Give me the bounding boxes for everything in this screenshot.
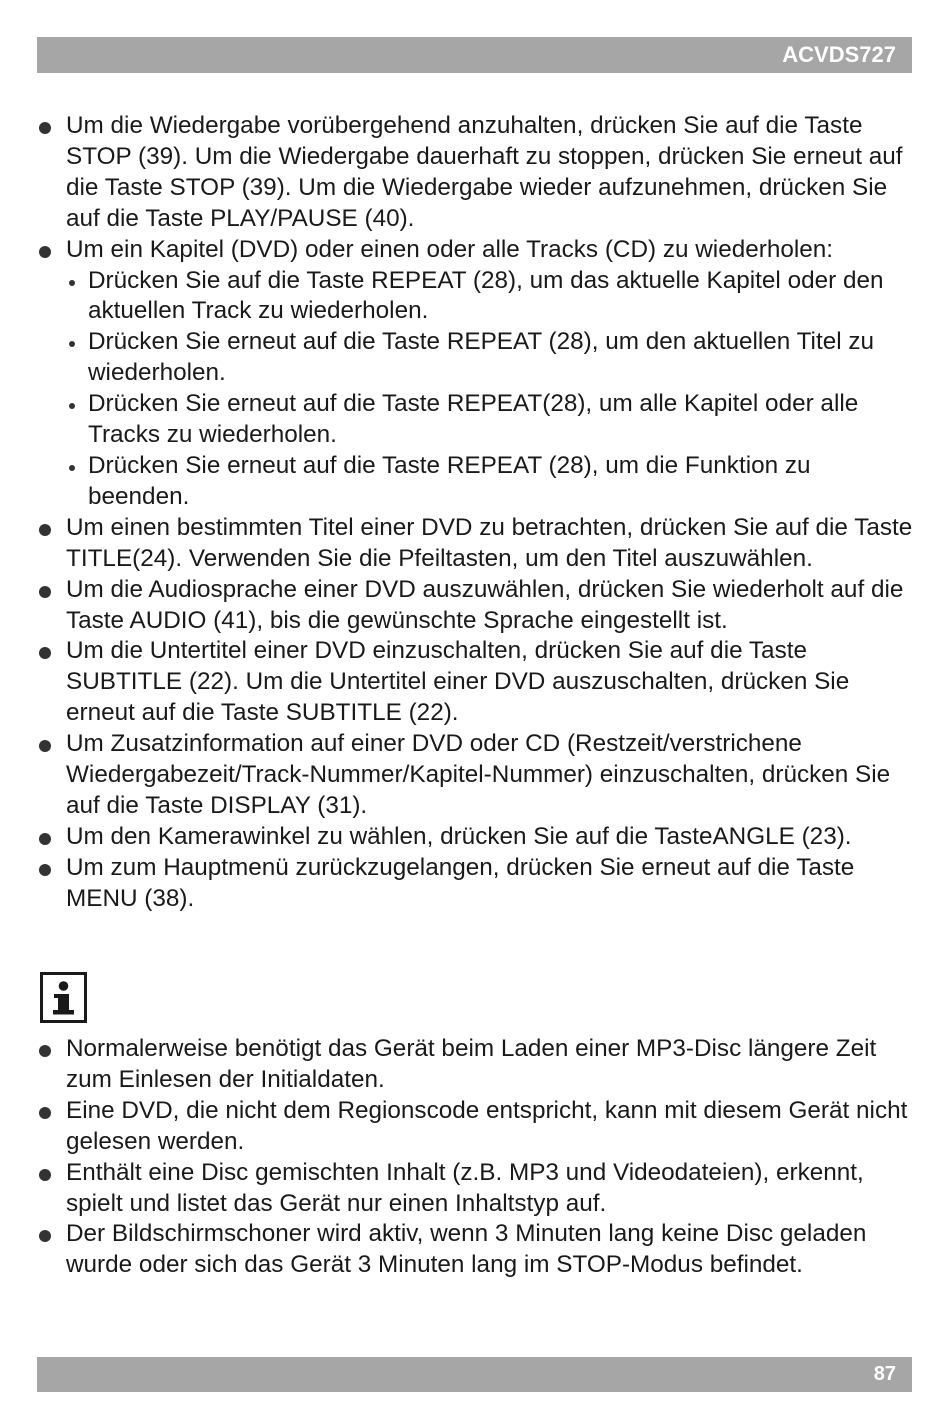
note-item: Der Bildschirmschoner wird aktiv, wenn 3 Minuten lang keine Disc geladen wurde oder sich das Gerät 3 Minuten lang im STOP-Modus befindet.: [37, 1219, 917, 1281]
instruction-title: Um einen bestimmten Titel einer DVD zu betrachten, drücken Sie auf die Taste TITLE(24). Verwenden Sie die Pfeiltasten, um den Titel auszuwählen.: [37, 513, 917, 575]
header-bar: [37, 37, 912, 73]
instruction-display: Um Zusatzinformation auf einer DVD oder CD (Restzeit/verstrichene Wiedergabezeit/Track-Nummer/Kapitel-Nummer) einzuschalten, drücken Sie auf die Taste DISPLAY (31).: [37, 729, 917, 822]
repeat-step: Drücken Sie erneut auf die Taste REPEAT (28), um die Funktion zu beenden.: [66, 451, 917, 513]
page-number: 87: [873, 1363, 896, 1385]
instruction-list: [37, 111, 917, 915]
info-icon: [40, 972, 87, 1023]
footer-bar: [37, 1357, 912, 1392]
instruction-subtitle: Um die Untertitel einer DVD einzuschalten, drücken Sie auf die Taste SUBTITLE (22). Um die Untertitel einer DVD auszuschalten, drücken Sie erneut auf die Taste SUBTITLE (22).: [37, 636, 917, 729]
instruction-angle: Um den Kamerawinkel zu wählen, drücken Sie auf die TasteANGLE (23).: [37, 822, 917, 853]
model-title: ACVDS727: [782, 42, 896, 67]
notes-section: [37, 1034, 917, 1281]
instruction-menu: Um zum Hauptmenü zurückzugelangen, drücken Sie erneut auf die Taste MENU (38).: [37, 853, 917, 915]
repeat-step: Drücken Sie auf die Taste REPEAT (28), um das aktuelle Kapitel oder den aktuellen Track zu wiederholen.: [66, 266, 917, 328]
notes-list: [37, 1034, 917, 1281]
note-item: Eine DVD, die nicht dem Regionscode entspricht, kann mit diesem Gerät nicht gelesen werden.: [37, 1096, 917, 1158]
info-icon-graphic: [40, 972, 87, 1023]
instructions-section: [37, 111, 917, 915]
note-item: Normalerweise benötigt das Gerät beim Laden einer MP3-Disc längere Zeit zum Einlesen der Initialdaten.: [37, 1034, 917, 1096]
note-item: Enthält eine Disc gemischten Inhalt (z.B. MP3 und Videodateien), erkennt, spielt und listet das Gerät nur einen Inhaltstyp auf.: [37, 1158, 917, 1220]
repeat-step: Drücken Sie erneut auf die Taste REPEAT(28), um alle Kapitel oder alle Tracks zu wiederholen.: [66, 389, 917, 451]
repeat-step: Drücken Sie erneut auf die Taste REPEAT (28), um den aktuellen Titel zu wiederholen.: [66, 327, 917, 389]
repeat-steps-list: [66, 266, 917, 513]
instruction-repeat-text: Um ein Kapitel (DVD) oder einen oder alle Tracks (CD) zu wiederholen:: [66, 235, 834, 263]
instruction-audio: Um die Audiosprache einer DVD auszuwählen, drücken Sie wiederholt auf die Taste AUDIO (41), bis die gewünschte Sprache eingestellt ist.: [37, 575, 917, 637]
instruction-repeat: [37, 235, 917, 513]
instruction-stop: Um die Wiedergabe vorübergehend anzuhalten, drücken Sie auf die Taste STOP (39). Um die Wiedergabe dauerhaft zu stoppen, drücken Sie erneut auf die Taste STOP (39). Um die Wiedergabe wieder aufzunehmen, drücken Sie auf die Taste PLAY/PAUSE (40).: [37, 111, 917, 235]
